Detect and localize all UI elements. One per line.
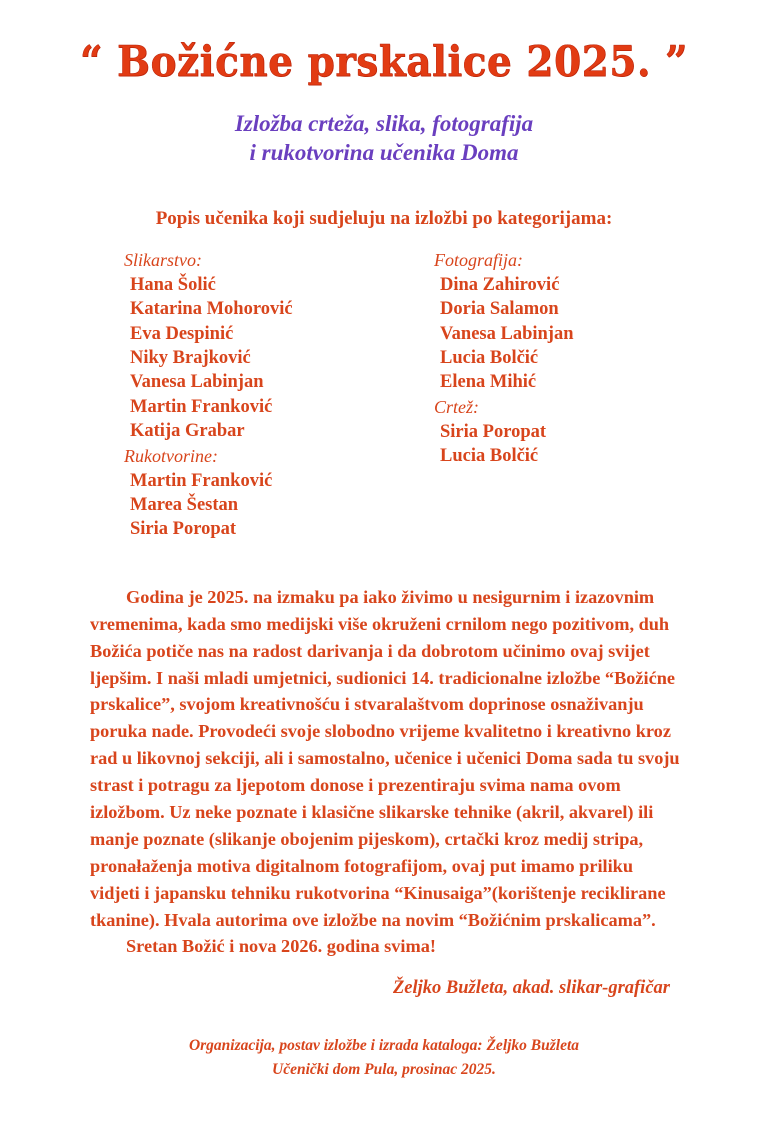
list-item: Katarina Mohorović (130, 299, 293, 320)
list-item: Elena Mihić (440, 372, 537, 393)
list-item: Lucia Bolčić (440, 446, 539, 467)
list-item: Vanesa Labinjan (130, 372, 264, 393)
subtitle-line-2: i rukotvorina učenika Doma (249, 140, 519, 166)
body-paragraph-2: Sretan Božić i nova 2026. godina svima! (126, 936, 436, 957)
category-label-fotografija: Fotografija: (434, 249, 523, 270)
list-item: Eva Despinić (130, 323, 234, 344)
list-item: Marea Šestan (130, 495, 239, 516)
category-label-rukotvorine: Rukotvorine: (124, 445, 218, 466)
participants-lists (46, 250, 722, 542)
poster-page (0, 37, 768, 1122)
body-text (46, 584, 722, 960)
list-item: Hana Šolić (130, 274, 216, 295)
author-signature: Željko Bužleta, akad. slikar-grafičar (393, 978, 670, 999)
category-label-crtez: Crtež: (434, 396, 479, 417)
list-item: Siria Poropat (440, 421, 547, 442)
poster-title: “ Božićne prskalice 2025. ” (80, 37, 688, 87)
poster-subtitle (46, 109, 722, 168)
footer-line-2: Učenički dom Pula, prosinac 2025. (272, 1060, 496, 1078)
participants-column-right (424, 250, 654, 542)
participants-heading: Popis učenika koji sudjeluju na izložbi po kategorijama: (155, 207, 613, 229)
list-item: Lucia Bolčić (440, 348, 539, 369)
participants-column-left (114, 250, 364, 542)
list-item: Niky Brajković (130, 348, 251, 369)
list-item: Siria Poropat (130, 519, 237, 540)
body-paragraph-1: Godina je 2025. na izmaku pa iako živimo u nesigurnim i izazovnim vremenima, kada smo medijski više okruženi crnilom nego pozitivom, duh Božića potiče nas na radost darivanja i da dobrotom učinimo ovaj svijet ljepšim. I naši mladi umjetnici, sudionici 14. tradicionalne izložbe “Božićne prskalice”, svojom kreativnošću i stvaralaštvom doprinose osnaživanju poruka nade. Provodeći svoje slobodno vrijeme kvalitetno i kreativno kroz rad u likovnoj sekciji, ali i samostalno, učenice i učenici Doma sada tu svoju strast i potragu za ljepotom donose i prezentiraju svima nama ovom izložbom. Uz neke poznate i klasične slikarske tehnike (akril, akvarel) ili manje poznate (slikanje obojenim pijeskom), crtački kroz medij stripa, pronałaženja motiva digitalnom fotografijom, ovaj put imamo priliku vidjeti i japansku tehniku rukotvorina “Kinusaiga”(korištenje reciklirane tkanine). Hvala autorima ove izložbe na novim “Božićnim prskalicama”. (90, 586, 680, 930)
category-label-slikarstvo: Slikarstvo: (124, 249, 202, 270)
list-item: Katija Grabar (130, 421, 245, 442)
footer-line-1: Organizacija, postav izložbe i izrada kataloga: Željko Bužleta (188, 1036, 580, 1054)
list-item: Martin Franković (130, 396, 273, 417)
list-item: Doria Salamon (440, 299, 559, 320)
subtitle-line-1: Izložba crteža, slika, fotografija (234, 110, 534, 136)
list-item: Dina Zahirović (440, 274, 560, 295)
list-item: Martin Franković (130, 470, 273, 491)
poster-footer (0, 1034, 768, 1082)
list-item: Vanesa Labinjan (440, 323, 574, 344)
